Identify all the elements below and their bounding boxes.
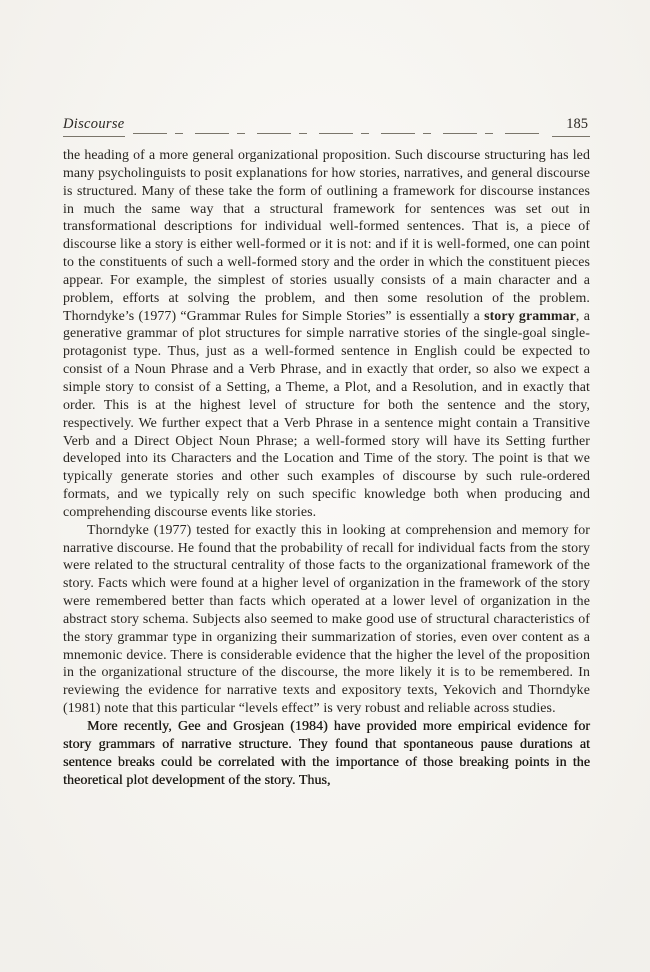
body-text (63, 147, 590, 789)
running-header-title: Discourse (63, 116, 125, 137)
paragraph (63, 522, 590, 718)
text-segment: Thorndyke (1977) tested for exactly this in looking at comprehension and memory for narrative discourse. He found that the probability of recall for individual facts from the story were related to the structural centrality of those facts to the organizational framework of the story. Facts which were found at a higher level of organization in the framework of the story were remembered better than facts which operated at a lower level of organization in the abstract story schema. Subjects also seemed to make good use of structural characteristics of the story grammar type in organizing their summarization of stories, even over content as a mnemonic device. There is considerable evidence that the higher the level of the proposition in the organizational structure of the discourse, the more likely it is to be remembered. In reviewing the evidence for narrative texts and expository texts, Yekovich and Thorndyke (1981) note that this particular “levels effect” is very robust and reliable across studies. (63, 522, 590, 717)
header-rule-line (133, 133, 547, 134)
text-segment: , a generative grammar of plot structures for simple narrative stories of the single-goal single-protagonist type. Thus, just as a well-formed sentence in English could be expected to consist of a Noun Phrase and a Verb Phrase, and in exactly that order, so also we expect a simple story to consist of a Setting, a Theme, a Plot, and a Resolution, and in exactly that order. This is at the highest level of structure for both the sentence and the story, respectively. We further expect that a Verb Phrase in a sentence might contain a Transitive Verb and a Direct Object Noun Phrase; a well-formed story will have its Setting further developed into its Characters and the Location and Time of the story. The point is that we typically generate stories and other such examples of discourse by such rule-ordered formats, and we typically rely on such specific knowledge both when producing and comprehending discourse events like stories. (63, 308, 590, 520)
text-segment: the heading of a more general organizational proposition. Such discourse structuring has led many psycholinguists to posit explanations for how stories, narratives, and general discourse is structured. Many of these take the form of outlining a framework for discourse instances in much the same way that a structural framework for sentences was set out in transformational descriptions for individual well-formed sentences. That is, a piece of discourse like a story is either well-formed or it is not: and if it is well-formed, one can point to the constituents of such a well-formed story and the order in which the constituent pieces appear. For example, the simplest of stories usually consists of a main character and a problem, efforts at solving the problem, and then some resolution of the problem. Thorndyke’s (1977) “Grammar Rules for Simple Stories” is essentially a (63, 148, 590, 324)
running-header (63, 116, 590, 137)
paragraph (63, 718, 590, 789)
text-segment: More recently, Gee and Grosjean (1984) have provided more empirical evidence for story grammars of narrative structure. They found that spontaneous pause durations at sentence breaks could be correlated with the importance of those breaking points in the theoretical plot development of the story. Thus, (63, 719, 590, 788)
bold-term: story grammar (484, 308, 576, 324)
paragraph (63, 147, 590, 522)
page-number: 185 (552, 116, 590, 137)
